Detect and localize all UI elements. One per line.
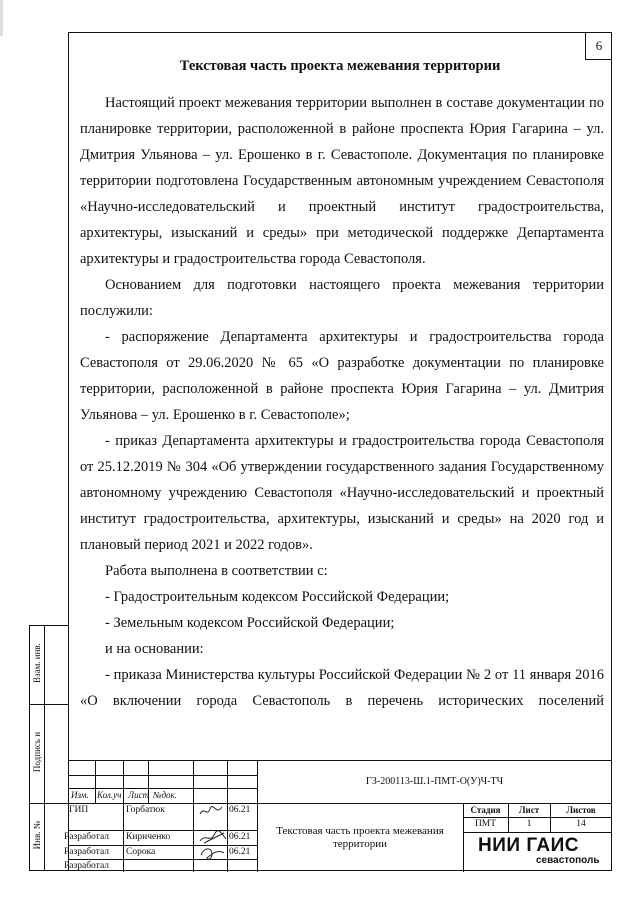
body-line: Основанием для подготовки настоящего проекта межевания территории (105, 277, 604, 293)
stamp-col-sheet: Лист (518, 805, 540, 815)
body-line: - приказ Департамента архитектуры и градостроительства города Севастополя (105, 433, 604, 449)
stamp-name: Кириченко (126, 832, 171, 842)
org-logo-name: НИИ ГАИС (478, 835, 579, 856)
stamp-name: Сорока (126, 847, 156, 857)
body-line: Работа выполнена в соответствии с: (105, 563, 328, 579)
stamp-role: Разработал (64, 847, 109, 857)
stamp-header-izm: Изм. (71, 790, 89, 800)
body-line: «О включении города Севастополь в перечень исторических поселений (80, 693, 604, 709)
body-line: послужили: (80, 303, 153, 319)
body-line: территории, расположенной в районе проспекта Юрия Гагарина – ул. Дмитрия (80, 381, 604, 397)
body-line: территории подготовлена Государственным автономным учреждением Севастополя (80, 173, 604, 189)
stamp-role: Разработал (64, 861, 109, 871)
body-line: и на основании: (105, 641, 204, 657)
body-line: плановый период 2021 и 2022 годов». (80, 537, 313, 553)
body-line: от 25.12.2019 № 304 «Об утверждении государственного задания Государственному (80, 459, 604, 475)
stamp-date: 06.21 (229, 847, 251, 857)
body-line: - Градостроительным кодексом Российской Федерации; (105, 589, 450, 605)
body-line: - распоряжение Департамента архитектуры и градостроительства города (105, 329, 604, 345)
body-line: автономному учреждению Севастополя «Научно-исследовательский и проектный (80, 485, 604, 501)
body-line: Настоящий проект межевания территории выполнен в составе документации по (105, 95, 604, 111)
side-label-vzam: Взам. инв. (32, 643, 42, 683)
signature-gorbatyuk (198, 804, 224, 818)
stamp-header-ndok: №док. (153, 790, 177, 800)
page-title: Текстовая часть проекта межевания территории (179, 58, 501, 74)
stamp-role: ГИП (69, 805, 89, 815)
signature-soroka (198, 845, 226, 861)
body-line: Севастополя от 29.06.2020 № 65 «О разработке документации по планировке (80, 355, 604, 371)
body-line: - приказа Министерства культуры Российской Федерации № 2 от 11 января 2016 (105, 667, 604, 683)
side-label-podpis: Подпись и (32, 731, 42, 773)
org-logo-city: севастополь (536, 855, 600, 866)
body-line: Дмитрия Ульянова – ул. Ерошенко в г. Севастополе. Документация по планировке (80, 147, 604, 163)
body-line: «Научно-исследовательский и проектный институт градостроительства, (80, 199, 604, 215)
stamp-name: Горбатюк (126, 805, 165, 815)
title-block (64, 760, 612, 872)
stamp-role: Разработал (64, 832, 109, 842)
doc-title: Текстовая часть проекта межевания территории (276, 825, 444, 850)
doc-code: ГЗ-200113-Ш.1-ПМТ-О(У)Ч-ТЧ (365, 776, 504, 787)
stamp-stage: ПМТ (474, 819, 497, 829)
binder-mark (0, 0, 3, 36)
stamp-date: 06.21 (229, 832, 251, 842)
side-label-inv: Инв. № (32, 820, 42, 850)
side-stamp (29, 625, 68, 871)
stamp-sheet: 1 (526, 819, 532, 829)
page-number: 6 (585, 32, 612, 60)
stamp-col-sheets: Листов (566, 805, 596, 815)
signature-kirichenko (198, 829, 228, 845)
body-line: институт градостроительства, архитектуры, изысканий и среды» на 2020 год и (80, 511, 604, 527)
stamp-col-stage: Стадия (470, 805, 501, 815)
body-line: - Земельным кодексом Российской Федерации; (105, 615, 395, 631)
body-line: Ульянова – ул. Ерошенко в г. Севастополе»; (80, 407, 350, 423)
stamp-sheets: 14 (576, 819, 586, 829)
body-line: планировке территории, расположенной в районе проспекта Юрия Гагарина – ул. (80, 121, 604, 137)
stamp-header-kolvo: Кол.уч (97, 790, 122, 800)
body-line: архитектуры, изысканий и среды» при методической поддержке Департамента (80, 225, 604, 241)
body-line: архитектуры и градостроительства города Севастополя. (80, 251, 426, 267)
stamp-header-list: Лист (128, 790, 150, 800)
stamp-date: 06.21 (229, 805, 251, 815)
